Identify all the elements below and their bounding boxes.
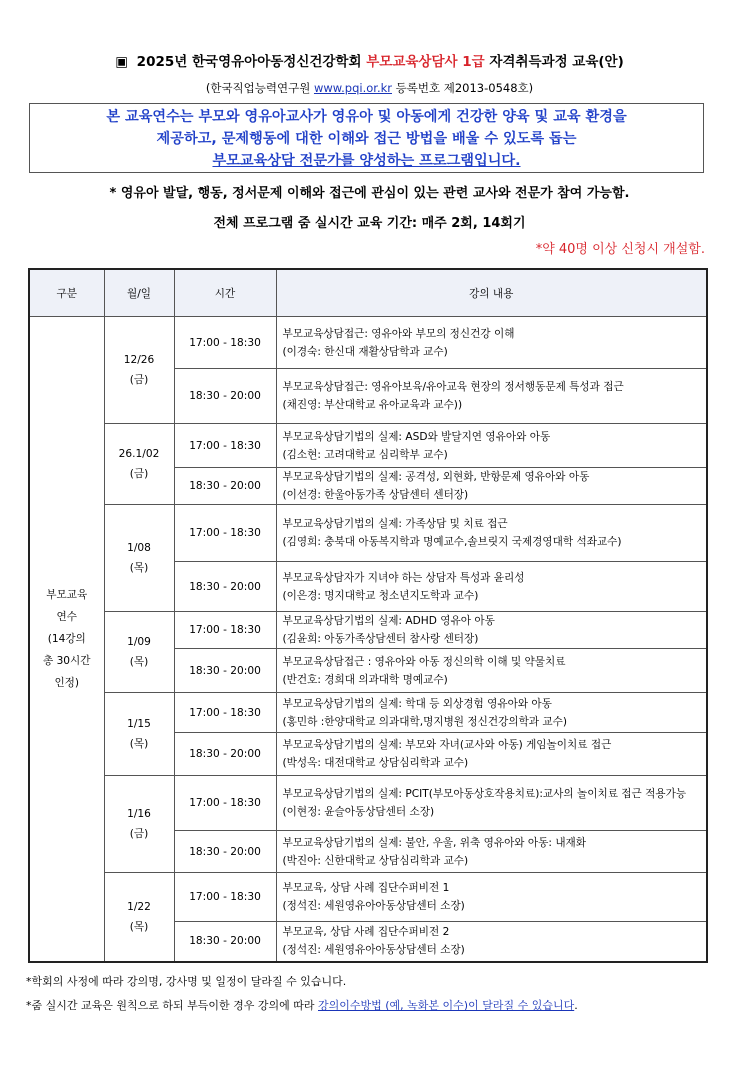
table-header-row (29, 269, 707, 317)
table-row (29, 424, 707, 468)
table-row (29, 505, 707, 562)
date-cell: 1/15 (목) (104, 693, 174, 776)
table-row (29, 612, 707, 649)
lecture-cell: 부모교육, 상담 사례 집단수퍼비전 1 (정석진: 세원영유아아동상담센터 소장) (276, 873, 707, 922)
time-cell: 18:30 - 20:00 (174, 369, 276, 424)
lecture-cell: 부모교육상담기법의 실제: ADHD 영유아 아동 (김윤희: 아동가족상담센터 참사랑 센터장) (276, 612, 707, 649)
lecture-cell: 부모교육상담기법의 실제: ASD와 발달지연 영유아와 아동 (김소현: 고려대학교 심리학부 교수) (276, 424, 707, 468)
date-cell: 1/09 (목) (104, 612, 174, 693)
lecture-cell: 부모교육상담접근 : 영유아와 아동 정신의학 이해 및 약물치료 (반건호: 경희대 의과대학 명예교수) (276, 649, 707, 693)
time-cell: 18:30 - 20:00 (174, 562, 276, 612)
lecture-cell: 부모교육상담기법의 실제: 공격성, 외현화, 반항문제 영유아와 아동 (이선경: 한울아동가족 상담센터 센터장) (276, 468, 707, 505)
intro-line-3: 부모교육상담 전문가를 양성하는 프로그램입니다. (212, 153, 521, 169)
header-content: 강의 내용 (276, 269, 707, 317)
registration-number: 등록번호 제2013-0548호) (395, 81, 534, 95)
date-cell: 1/08 (목) (104, 505, 174, 612)
participants-note: * 영유아 발달, 행동, 정서문제 이해와 접근에 관심이 있는 관련 교사와 전문가 참여 가능함. (109, 186, 630, 201)
completion-method-link[interactable]: 강의이수방법 (예, 녹화본 이수)이 달라질 수 있습니다 (318, 999, 575, 1012)
pqi-link[interactable]: www.pqi.or.kr (313, 81, 392, 95)
registration-line (0, 80, 739, 96)
time-cell: 18:30 - 20:00 (174, 922, 276, 962)
time-cell: 17:00 - 18:30 (174, 612, 276, 649)
time-cell: 17:00 - 18:30 (174, 776, 276, 831)
lecture-cell: 부모교육상담기법의 실제: PCIT(부모아동상호작용치료):교사의 놀이치료 접근 적용가능 (이현정: 윤슬아동상담센터 소장) (276, 776, 707, 831)
period-note: 전체 프로그램 줌 실시간 교육 기간: 매주 2회, 14회기 (213, 216, 526, 231)
date-cell: 26.1/02 (금) (104, 424, 174, 505)
square-bullet-icon: ▣ (115, 54, 128, 70)
time-cell: 17:00 - 18:30 (174, 317, 276, 369)
lecture-cell: 부모교육상담접근: 영유아와 부모의 정신건강 이해 (이경숙: 한신대 재활상담학과 교수) (276, 317, 707, 369)
table-row (29, 693, 707, 733)
table-row (29, 776, 707, 831)
lecture-cell: 부모교육상담기법의 실제: 부모와 자녀(교사와 아동) 게임놀이치료 접근 (박성옥: 대전대학교 상담심리학과 교수) (276, 733, 707, 776)
time-cell: 18:30 - 20:00 (174, 831, 276, 873)
title-suffix: 자격취득과정 교육(안) (489, 54, 624, 70)
time-cell: 17:00 - 18:30 (174, 873, 276, 922)
schedule-change-note: *학회의 사정에 따라 강의명, 강사명 및 일정이 달라질 수 있습니다. (26, 975, 347, 988)
zoom-policy-note: *줌 실시간 교육은 원칙으로 하되 부득이한 경우 강의에 따라 강의이수방법 (예, 녹화본 이수)이 달라질 수 있습니다. (26, 999, 578, 1012)
document-title (0, 50, 739, 70)
lecture-cell: 부모교육상담접근: 영유아보육/유아교육 현장의 정서행동문제 특성과 접근 (채진영: 부산대학교 유아교육과 교수)) (276, 369, 707, 424)
time-cell: 17:00 - 18:30 (174, 424, 276, 468)
time-cell: 18:30 - 20:00 (174, 468, 276, 505)
date-cell: 1/22 (목) (104, 873, 174, 962)
title-accent: 부모교육상담사 1급 (366, 54, 485, 70)
time-cell: 18:30 - 20:00 (174, 649, 276, 693)
intro-line-1: 본 교육연수는 부모와 영유아교사가 영유아 및 아동에게 건강한 양육 및 교육 환경을 (106, 109, 627, 125)
lecture-cell: 부모교육상담기법의 실제: 학대 등 외상경험 영유아와 아동 (홍민하 :한양대학교 의과대학,명지병원 정신건강의학과 교수) (276, 693, 707, 733)
header-time: 시간 (174, 269, 276, 317)
lecture-cell: 부모교육상담자가 지녀야 하는 상담자 특성과 윤리성 (이은경: 명지대학교 청소년지도학과 교수) (276, 562, 707, 612)
intro-line-2: 제공하고, 문제행동에 대한 이해와 접근 방법을 배울 수 있도록 돕는 (156, 131, 577, 147)
schedule-table (28, 268, 708, 963)
table-row (29, 317, 707, 369)
intro-box (29, 103, 704, 173)
date-cell: 1/16 (금) (104, 776, 174, 873)
table-row (29, 873, 707, 922)
header-category: 구분 (29, 269, 104, 317)
lecture-cell: 부모교육, 상담 사례 집단수퍼비전 2 (정석진: 세원영유아아동상담센터 소장) (276, 922, 707, 962)
time-cell: 18:30 - 20:00 (174, 733, 276, 776)
header-date: 월/일 (104, 269, 174, 317)
category-cell: 부모교육 연수 (14강의 총 30시간 인정) (29, 317, 104, 962)
lecture-cell: 부모교육상담기법의 실제: 불안, 우울, 위축 영유아와 아동: 내재화 (박진아: 신한대학교 상담심리학과 교수) (276, 831, 707, 873)
title-prefix: 2025년 한국영유아아동정신건강학회 (136, 54, 362, 70)
date-cell: 12/26 (금) (104, 317, 174, 424)
time-cell: 17:00 - 18:30 (174, 505, 276, 562)
time-cell: 17:00 - 18:30 (174, 693, 276, 733)
lecture-cell: 부모교육상담기법의 실제: 가족상담 및 치료 접근 (김영희: 충북대 아동복지학과 명예교수,솔브릿지 국제경영대학 석좌교수) (276, 505, 707, 562)
registration-prefix: (한국직업능력연구원 (205, 81, 311, 95)
minimum-note: *약 40명 이상 신청시 개설함. (535, 242, 705, 257)
